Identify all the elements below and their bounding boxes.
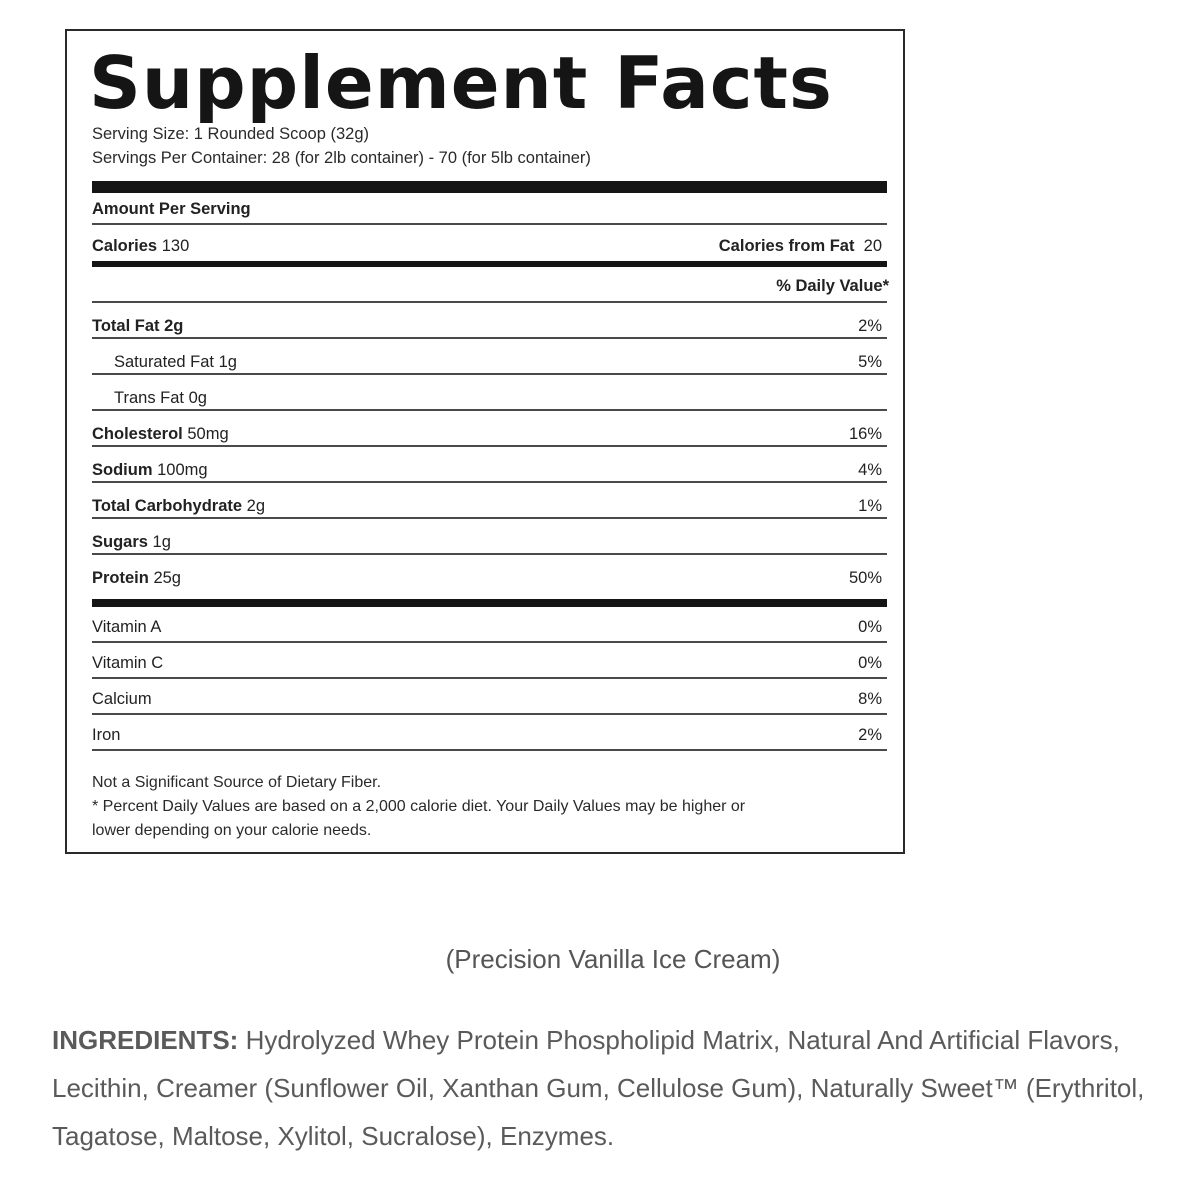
divider xyxy=(92,373,887,375)
calories-label: Calories xyxy=(92,237,158,255)
divider xyxy=(92,641,887,643)
divider xyxy=(92,301,887,303)
divider xyxy=(92,553,887,555)
divider xyxy=(92,481,887,483)
daily-value-header: % Daily Value* xyxy=(776,277,889,295)
nutrient-row-trans-fat xyxy=(92,386,887,410)
medium-divider xyxy=(92,261,887,267)
nutrient-amount: 1g xyxy=(218,353,237,371)
nutrient-amount: 25g xyxy=(153,569,181,587)
nutrient-row-saturated-fat xyxy=(92,350,887,374)
divider xyxy=(92,713,887,715)
ingredients-paragraph xyxy=(52,1016,1172,1160)
vitamin-dv: 8% xyxy=(858,690,882,708)
calories-value: 130 xyxy=(161,237,190,255)
nutrient-dv: 2% xyxy=(858,317,882,335)
ingredients-heading: INGREDIENTS: xyxy=(52,1025,239,1055)
nutrient-name: Sodium xyxy=(92,461,153,479)
ingredients-text: Hydrolyzed Whey Protein Phospholipid Matrix, Natural And Artificial Flavors, Lecithin, Creamer (Sunflower Oil, Xanthan Gum, Cellulose Gum), Naturally Sweet™ (Erythritol, Tagatose, Maltose, Xylitol, Sucralose), Enzymes. xyxy=(52,1025,1145,1151)
nutrient-dv: 16% xyxy=(848,425,882,443)
nutrient-name: Trans Fat xyxy=(114,389,184,407)
divider xyxy=(92,749,887,751)
divider xyxy=(92,517,887,519)
nutrient-name: Protein xyxy=(92,569,149,587)
vitamin-row-c xyxy=(92,651,887,675)
nutrient-row-total-fat xyxy=(92,314,887,338)
thick-divider xyxy=(92,599,887,607)
nutrient-row-sugars xyxy=(92,530,887,554)
daily-value-header-row xyxy=(92,274,887,298)
nutrient-name: Cholesterol xyxy=(92,425,183,443)
nutrient-name: Total Carbohydrate xyxy=(92,497,243,515)
calories-from-fat-label: Calories from Fat xyxy=(718,237,855,255)
nutrient-amount: 1g xyxy=(152,533,171,551)
divider xyxy=(92,223,887,225)
serving-size: Serving Size: 1 Rounded Scoop (32g) xyxy=(92,125,370,143)
vitamin-dv: 0% xyxy=(858,654,882,672)
nutrient-dv: 1% xyxy=(858,497,882,515)
nutrient-amount: 2g xyxy=(164,317,184,335)
amount-per-serving-label: Amount Per Serving xyxy=(92,200,251,218)
vitamin-name: Vitamin C xyxy=(92,654,164,672)
nutrient-amount: 2g xyxy=(246,497,265,515)
nutrient-row-protein xyxy=(92,566,887,590)
footnote-calorie-needs: lower depending on your calorie needs. xyxy=(92,822,372,839)
calories-from-fat-value: 20 xyxy=(863,237,882,255)
vitamin-row-iron xyxy=(92,723,887,747)
nutrient-row-total-carbohydrate xyxy=(92,494,887,518)
vitamin-name: Calcium xyxy=(92,690,152,708)
nutrient-dv: 4% xyxy=(858,461,882,479)
panel-title: Supplement Facts xyxy=(89,41,833,125)
divider xyxy=(92,677,887,679)
divider xyxy=(92,409,887,411)
flavor-caption: (Precision Vanilla Ice Cream) xyxy=(445,944,781,974)
nutrient-row-sodium xyxy=(92,458,887,482)
vitamin-row-a xyxy=(92,615,887,639)
nutrient-name: Total Fat xyxy=(92,317,160,335)
nutrient-name: Sugars xyxy=(92,533,148,551)
servings-per-container: Servings Per Container: 28 (for 2lb container) - 70 (for 5lb container) xyxy=(92,149,591,167)
amount-per-serving-row xyxy=(92,197,887,221)
nutrient-row-cholesterol xyxy=(92,422,887,446)
nutrient-amount: 0g xyxy=(188,389,207,407)
divider xyxy=(92,337,887,339)
footnote-daily-values: * Percent Daily Values are based on a 2,000 calorie diet. Your Daily Values may be higher or xyxy=(92,798,746,815)
footnote-fiber: Not a Significant Source of Dietary Fiber. xyxy=(92,774,382,791)
nutrient-dv: 5% xyxy=(858,353,882,371)
vitamin-name: Iron xyxy=(92,726,121,744)
calories-row xyxy=(92,234,887,258)
divider xyxy=(92,445,887,447)
vitamin-name: Vitamin A xyxy=(92,618,162,636)
vitamin-row-calcium xyxy=(92,687,887,711)
thick-divider xyxy=(92,181,887,193)
nutrient-name: Saturated Fat xyxy=(114,353,214,371)
vitamin-dv: 2% xyxy=(858,726,882,744)
vitamin-dv: 0% xyxy=(858,618,882,636)
nutrient-amount: 100mg xyxy=(157,461,208,479)
supplement-facts-panel xyxy=(65,29,905,854)
nutrient-dv: 50% xyxy=(848,569,882,587)
nutrient-amount: 50mg xyxy=(187,425,229,443)
